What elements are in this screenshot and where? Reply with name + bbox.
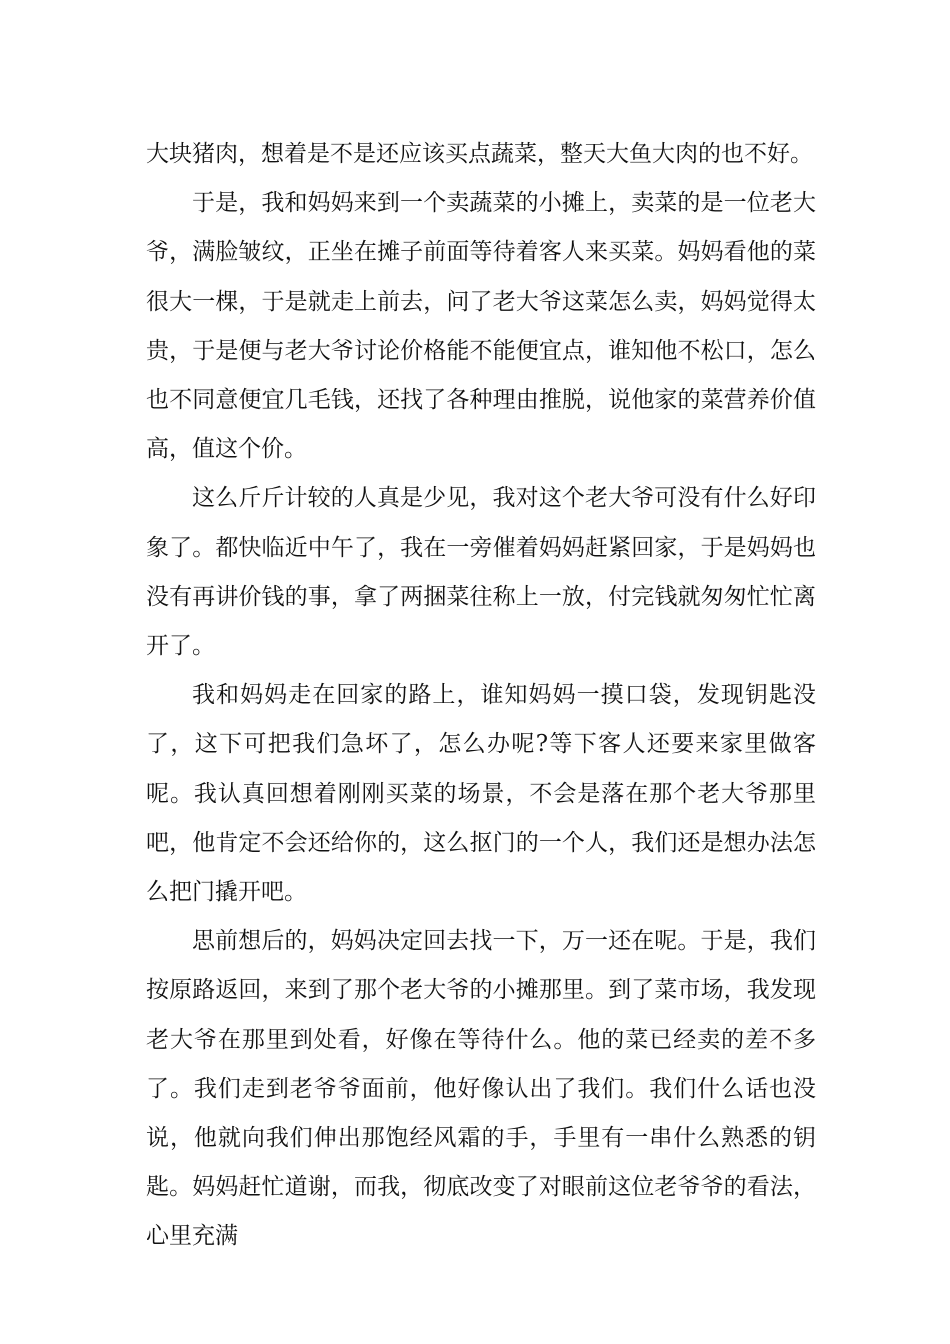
paragraph-4: 我和妈妈走在回家的路上，谁知妈妈一摸口袋，发现钥匙没了，这下可把我们急坏了，怎么办呢?等下客人还要来家里做客呢。我认真回想着刚刚买菜的场景，不会是落在那个老大爷那里吧，他肯定不会还给你的，这么抠门的一个人，我们还是想办法怎么把门撬开吧。 (146, 682, 816, 906)
article-body (146, 130, 816, 1262)
paragraph-1: 大块猪肉，想着是不是还应该买点蔬菜，整天大鱼大肉的也不好。 (146, 141, 813, 167)
paragraph-3: 这么斤斤计较的人真是少见，我对这个老大爷可没有什么好印象了。都快临近中午了，我在一旁催着妈妈赶紧回家，于是妈妈也没有再讲价钱的事，拿了两捆菜往称上一放，付完钱就匆匆忙忙离开了。 (146, 485, 816, 660)
paragraph-5: 思前想后的，妈妈决定回去找一下，万一还在呢。于是，我们按原路返回，来到了那个老大爷的小摊那里。到了菜市场，我发现老大爷在那里到处看，好像在等待什么。他的菜已经卖的差不多了。我们走到老爷爷面前，他好像认出了我们。我们什么话也没说，他就向我们伸出那饱经风霜的手，手里有一串什么熟悉的钥匙。妈妈赶忙道谢，而我，彻底改变了对眼前这位老爷爷的看法，心里充满 (146, 928, 816, 1250)
paragraph-2: 于是，我和妈妈来到一个卖蔬菜的小摊上，卖菜的是一位老大爷，满脸皱纹，正坐在摊子前面等待着客人来买菜。妈妈看他的菜很大一棵，于是就走上前去，问了老大爷这菜怎么卖，妈妈觉得太贵，于是便与老大爷讨论价格能不能便宜点，谁知他不松口，怎么也不同意便宜几毛钱，还找了各种理由推脱，说他家的菜营养价值高，值这个价。 (146, 190, 816, 463)
